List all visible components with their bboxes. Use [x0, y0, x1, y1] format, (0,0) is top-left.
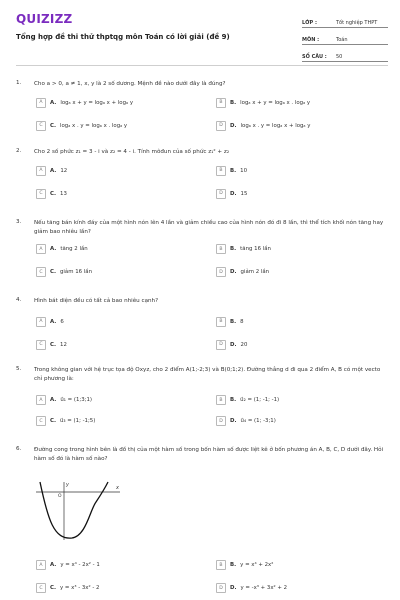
option-c[interactable]	[36, 416, 95, 426]
option-label: B.	[230, 167, 237, 174]
meta-row-class	[302, 13, 388, 28]
option-d[interactable]	[216, 267, 269, 277]
option-text: 20	[240, 341, 248, 348]
option-box: C	[36, 583, 46, 593]
document-title: Tổng hợp đề thi thử thptqg môn Toán có lời giải (đề 9)	[16, 33, 230, 41]
option-c[interactable]	[36, 189, 67, 199]
option-label: D.	[230, 190, 237, 197]
option-d[interactable]	[216, 189, 247, 199]
option-a[interactable]	[36, 244, 88, 254]
option-label: B.	[230, 397, 237, 403]
question-number: 2.	[16, 148, 22, 154]
option-a[interactable]	[36, 395, 92, 405]
option-text: giảm 16 lần	[60, 269, 92, 275]
header-divider	[16, 65, 388, 66]
x-axis-label: x	[116, 485, 119, 491]
option-label: C.	[50, 585, 57, 591]
option-label: A.	[50, 246, 57, 252]
option-box: C	[36, 121, 46, 131]
function-graph	[34, 480, 124, 542]
option-text: 12	[60, 341, 67, 348]
option-a[interactable]	[36, 317, 64, 327]
question-text: Trong không gian với hệ trục tọa độ Oxyz, cho 2 điểm A(1;-2;3) và B(0;1;2). Đường thẳng d đi qua 2 điểm A, B có một vecto chỉ phương là:	[34, 367, 381, 382]
option-text: y = x⁴ + 2x²	[240, 562, 274, 568]
options	[36, 383, 388, 427]
option-label: B.	[230, 318, 237, 325]
option-text: y = x⁴ - 2x² - 1	[60, 562, 100, 568]
meta-row-count	[302, 47, 388, 62]
meta-value: Toán	[336, 37, 348, 43]
option-text: 8	[240, 318, 244, 325]
option-label: C.	[50, 418, 57, 424]
option-text: u⃗₂ = (1; -1; -1)	[240, 397, 280, 403]
option-box: C	[36, 340, 46, 350]
option-label: A.	[50, 99, 57, 106]
question-number: 4.	[16, 297, 22, 303]
question-6-options	[16, 548, 388, 598]
option-box: B	[216, 244, 226, 254]
option-text: giảm 2 lần	[240, 269, 270, 275]
option-box: A	[36, 244, 46, 254]
option-text: u⃗₃ = (1; -1;5)	[60, 418, 96, 424]
function-curve	[40, 482, 108, 538]
option-label: D.	[230, 341, 237, 348]
option-box: A	[36, 166, 46, 176]
option-text: u⃗₁ = (1;3;1)	[60, 397, 92, 403]
meta-key: LỚP :	[302, 20, 317, 26]
option-box: A	[36, 317, 46, 327]
option-text: logₐ x + y = logₐ x + logₐ y	[60, 99, 134, 106]
option-text: tăng 2 lần	[60, 246, 88, 252]
option-box: A	[36, 560, 46, 570]
option-d[interactable]	[216, 340, 247, 350]
option-box: D	[216, 267, 226, 277]
option-text: 6	[60, 318, 64, 325]
meta-key: SỐ CÂU :	[302, 54, 327, 60]
options	[36, 236, 388, 280]
option-box: D	[216, 189, 226, 199]
y-axis-label: y	[66, 482, 69, 488]
question-number: 3.	[16, 219, 22, 225]
option-d[interactable]	[216, 416, 276, 426]
option-b[interactable]	[216, 395, 279, 405]
question-text: Cho a > 0, a ≠ 1, x, y là 2 số dương. Mệnh đề nào dưới đây là đúng?	[34, 81, 226, 87]
question-number: 6.	[16, 446, 22, 452]
option-text: logₐ x + y = logₐ x . logₐ y	[240, 99, 311, 106]
option-label: C.	[50, 269, 57, 275]
option-label: A.	[50, 167, 57, 174]
meta-row-subject	[302, 30, 388, 45]
question-number: 5.	[16, 366, 22, 372]
option-text: 10	[240, 167, 248, 174]
option-a[interactable]	[36, 166, 67, 176]
options	[36, 157, 388, 201]
option-c[interactable]	[36, 583, 99, 593]
meta-value: 50	[336, 54, 343, 60]
option-b[interactable]	[216, 317, 244, 327]
question-text: Nếu tăng bán kính đáy của một hình nón lên 4 lần và giảm chiều cao của hình nón đó đi 8 lần, thì thể tích khối nón tăng hay giảm bao nhiêu lần?	[34, 220, 384, 235]
option-box: B	[216, 98, 226, 108]
option-label: B.	[230, 246, 237, 252]
option-d[interactable]	[216, 583, 287, 593]
option-text: y = x³ - 3x² - 2	[60, 585, 100, 591]
option-text: y = -x³ + 3x² + 2	[240, 585, 288, 591]
option-box: A	[36, 395, 46, 405]
option-label: A.	[50, 397, 57, 403]
question-text: Cho 2 số phức z₁ = 3 - i và z₂ = 4 - i. Tính môđun của số phức z₁² + z₂	[34, 149, 230, 155]
question-text: Hình bát diện đều có tất cả bao nhiêu cạnh?	[34, 298, 159, 304]
option-label: C.	[50, 190, 57, 197]
option-c[interactable]	[36, 121, 127, 131]
question-1	[16, 80, 388, 133]
option-text: 15	[240, 190, 248, 197]
option-box: D	[216, 121, 226, 131]
option-box: B	[216, 560, 226, 570]
option-label: A.	[50, 318, 57, 325]
question-2	[16, 148, 388, 201]
option-text: tăng 16 lần	[240, 246, 271, 252]
option-box: B	[216, 166, 226, 176]
question-4	[16, 297, 388, 350]
option-b[interactable]	[216, 166, 247, 176]
option-label: C.	[50, 122, 57, 129]
option-c[interactable]	[36, 267, 92, 277]
option-a[interactable]	[36, 98, 133, 108]
option-box: D	[216, 583, 226, 593]
option-b[interactable]	[216, 98, 310, 108]
question-6	[16, 446, 388, 463]
origin-label: O	[58, 494, 62, 499]
option-text: u⃗₄ = (1; -3;1)	[240, 418, 276, 424]
option-box: B	[216, 395, 226, 405]
option-b[interactable]	[216, 244, 271, 254]
options	[36, 89, 388, 133]
meta-key: MÔN :	[302, 37, 320, 43]
option-box: C	[36, 267, 46, 277]
option-label: D.	[230, 418, 237, 424]
options	[36, 548, 388, 598]
question-number: 1.	[16, 80, 22, 86]
option-text: 12	[60, 167, 68, 174]
option-box: C	[36, 189, 46, 199]
option-label: B.	[230, 562, 237, 568]
meta-panel	[302, 13, 388, 64]
option-label: D.	[230, 585, 237, 591]
option-box: B	[216, 317, 226, 327]
option-text: logₐ x . y = logₐ x . logₐ y	[60, 122, 128, 129]
option-label: D.	[230, 269, 237, 275]
option-box: C	[36, 416, 46, 426]
option-d[interactable]	[216, 121, 310, 131]
option-label: D.	[230, 122, 237, 129]
option-box: D	[216, 340, 226, 350]
option-a[interactable]	[36, 560, 100, 570]
option-label: A.	[50, 562, 57, 568]
question-5	[16, 366, 388, 427]
option-text: logₐ x . y = logₐ x + logₐ y	[240, 122, 311, 129]
option-c[interactable]	[36, 340, 67, 350]
meta-value: Tốt nghiệp THPT	[336, 20, 378, 26]
option-b[interactable]	[216, 560, 273, 570]
question-text: Đường cong trong hình bên là đồ thị của một hàm số trong bốn hàm số được liệt kê ở bốn phương án A, B, C, D dưới đây. Hỏi hàm số đó là hàm số nào?	[34, 447, 384, 462]
question-3	[16, 219, 388, 280]
quizizz-logo: QUIZIZZ	[16, 12, 73, 26]
option-box: A	[36, 98, 46, 108]
option-label: B.	[230, 99, 237, 106]
option-box: D	[216, 416, 226, 426]
options	[36, 306, 388, 350]
option-label: C.	[50, 341, 57, 348]
option-text: 13	[60, 190, 67, 197]
